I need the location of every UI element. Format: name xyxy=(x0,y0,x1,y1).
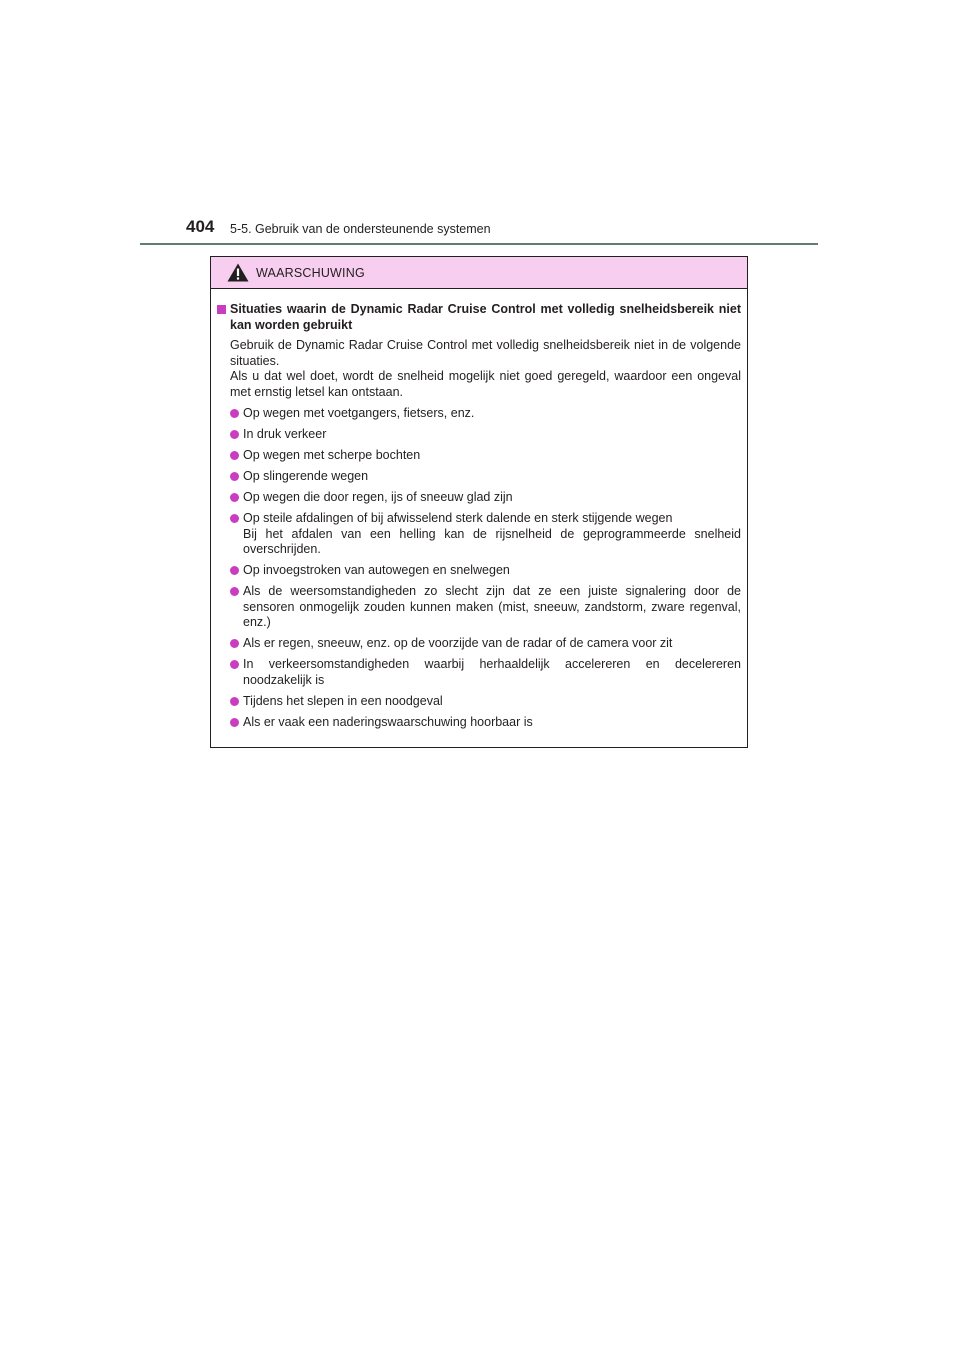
list-item xyxy=(217,406,741,422)
warning-heading xyxy=(217,302,741,333)
bullet-dot-icon xyxy=(230,451,239,460)
warning-header xyxy=(211,257,747,289)
bullet-dot-icon xyxy=(230,514,239,523)
warning-heading-text: Situaties waarin de Dynamic Radar Cruise Control met volledig snelheidsbereik niet kan worden gebruikt xyxy=(230,302,741,332)
list-item-text: Op slingerende wegen xyxy=(243,469,369,483)
bullet-dot-icon xyxy=(230,472,239,481)
list-item xyxy=(217,511,741,558)
list-item xyxy=(217,584,741,631)
list-item-text: Op steile afdalingen of bij afwisselend sterk dalende en sterk stijgende wegen xyxy=(243,511,673,525)
section-title: 5-5. Gebruik van de ondersteunende systemen xyxy=(230,222,491,236)
list-item-text: Op invoegstroken van autowegen en snelwegen xyxy=(243,563,510,577)
intro-paragraph-1: Gebruik de Dynamic Radar Cruise Control met volledig snelheidsbereik niet in de volgende situaties. xyxy=(230,338,741,368)
list-item xyxy=(217,563,741,579)
bullet-dot-icon xyxy=(230,566,239,575)
warning-box xyxy=(210,256,748,748)
list-item xyxy=(217,636,741,652)
list-item-text: Als de weersomstandigheden zo slecht zijn dat ze een juiste signalering door de sensoren onmogelijk zouden kunnen maken (mist, sneeuw, zandstorm, zware regenval, enz.) xyxy=(243,584,741,629)
page-number: 404 xyxy=(186,217,215,236)
list-item xyxy=(217,715,741,731)
bullet-dot-icon xyxy=(230,697,239,706)
list-item-text: Als er vaak een naderingswaarschuwing hoorbaar is xyxy=(243,714,533,729)
list-item-text: Op wegen die door regen, ijs of sneeuw glad zijn xyxy=(243,490,513,504)
warning-title: WAARSCHUWING xyxy=(256,266,365,280)
bullet-dot-icon xyxy=(230,660,239,669)
bullet-dot-icon xyxy=(230,493,239,502)
bullet-dot-icon xyxy=(230,430,239,439)
warning-intro xyxy=(217,338,741,400)
list-item-text: Als er regen, sneeuw, enz. op de voorzijde van de radar of de camera voor zit xyxy=(243,636,673,650)
bullet-dot-icon xyxy=(230,409,239,418)
bullet-dot-icon xyxy=(230,718,239,727)
square-bullet-icon xyxy=(217,305,226,314)
bullet-dot-icon xyxy=(230,587,239,596)
list-item xyxy=(217,490,741,506)
list-item xyxy=(217,427,741,443)
warning-body xyxy=(211,289,747,730)
bullet-dot-icon xyxy=(230,639,239,648)
list-item xyxy=(217,448,741,464)
warning-triangle-icon xyxy=(227,263,249,282)
header-rule xyxy=(140,243,818,245)
list-item xyxy=(217,657,741,688)
list-item-text: Tijdens het slepen in een noodgeval xyxy=(243,693,443,708)
list-item-text: Op wegen met scherpe bochten xyxy=(243,448,421,462)
list-item-text: Op wegen met voetgangers, fietsers, enz. xyxy=(243,406,475,420)
list-item-subtext: Bij het afdalen van een helling kan de rijsnelheid de geprogrammeerde snelheid overschrijden. xyxy=(243,526,741,556)
list-item-text: In druk verkeer xyxy=(243,427,327,441)
situation-list xyxy=(217,406,741,730)
list-item-text: In verkeersomstandigheden waarbij herhaaldelijk accelereren en decelereren noodzakelijk is xyxy=(243,657,741,687)
list-item xyxy=(217,469,741,485)
intro-paragraph-2: Als u dat wel doet, wordt de snelheid mogelijk niet goed geregeld, waardoor een ongeval met ernstig letsel kan ontstaan. xyxy=(230,369,741,399)
list-item xyxy=(217,694,741,710)
